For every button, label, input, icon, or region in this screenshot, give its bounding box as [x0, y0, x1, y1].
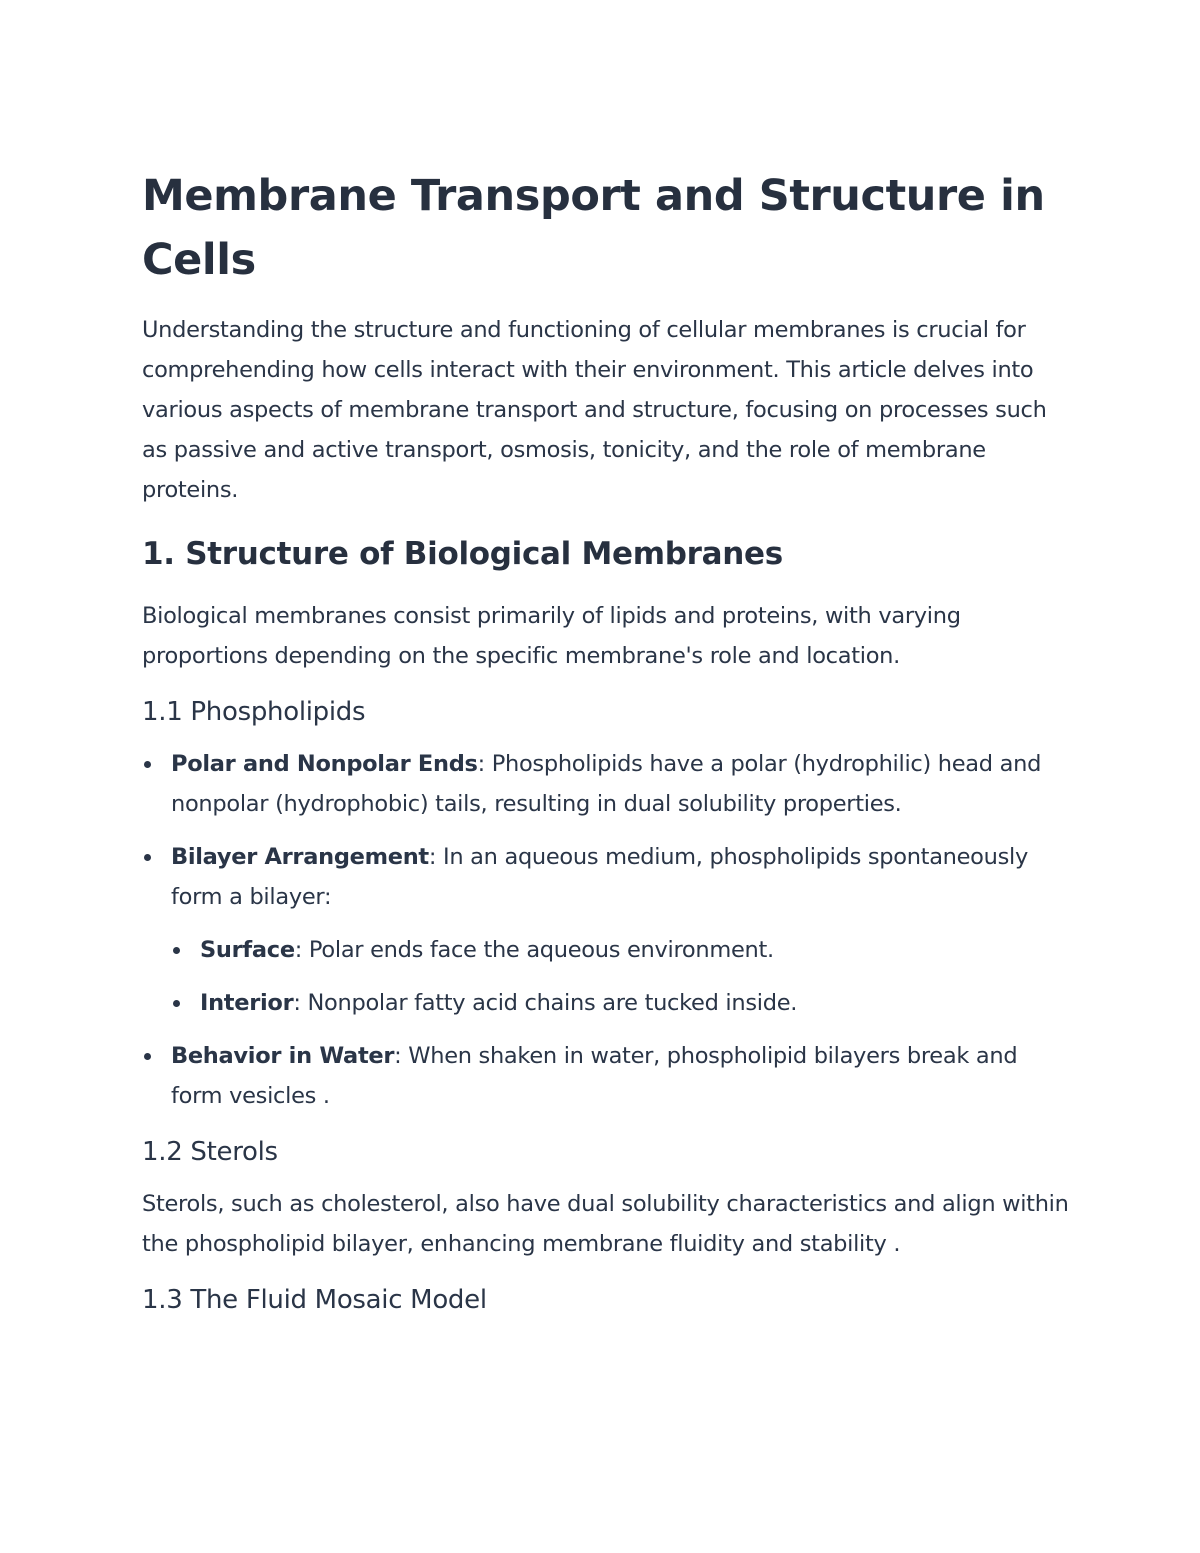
document-page: [142, 164, 1072, 1332]
list-item-term: Polar and Nonpolar Ends: [171, 751, 478, 777]
list-item-term: Bilayer Arrangement: [171, 844, 429, 870]
subsection-heading-fluid-mosaic: 1.3 The Fluid Mosaic Model: [142, 1285, 487, 1315]
sublist-item: [171, 983, 1072, 1023]
list-item: [142, 837, 1072, 1023]
list-item-text: : When shaken in water, phospholipid bilayers break and form vesicles .: [171, 1043, 1018, 1109]
bilayer-sublist: [171, 930, 1072, 1023]
sublist-item: [171, 930, 1072, 970]
sublist-item-text: : Nonpolar fatty acid chains are tucked inside.: [293, 990, 798, 1016]
sterols-paragraph: Sterols, such as cholesterol, also have dual solubility characteristics and align within the phospholipid bilayer, enhancing membrane fluidity and stability .: [142, 1191, 1069, 1257]
page-title: Membrane Transport and Structure in Cells: [142, 171, 1045, 285]
phospholipids-list: [142, 744, 1072, 1116]
list-item-term: Behavior in Water: [171, 1043, 395, 1069]
section-heading-structure: 1. Structure of Biological Membranes: [142, 536, 783, 572]
list-item: [142, 744, 1072, 824]
sublist-item-term: Surface: [200, 937, 295, 963]
sublist-item-text: : Polar ends face the aqueous environment.: [294, 937, 774, 963]
subsection-heading-sterols: 1.2 Sterols: [142, 1137, 278, 1167]
intro-paragraph: Understanding the structure and functioning of cellular membranes is crucial for comprehending how cells interact with their environment. This article delves into various aspects of membrane transport and structure, focusing on processes such as passive and active transport, osmosis, tonicity, and the role of membrane proteins.: [142, 317, 1047, 503]
list-item-text: : In an aqueous medium, phospholipids spontaneously form a bilayer:: [171, 844, 1028, 910]
section-structure-paragraph: Biological membranes consist primarily of lipids and proteins, with varying proportions depending on the specific membrane's role and location.: [142, 603, 961, 669]
list-item-text: : Phospholipids have a polar (hydrophilic) head and nonpolar (hydrophobic) tails, resulting in dual solubility properties.: [171, 751, 1042, 817]
subsection-heading-phospholipids: 1.1 Phospholipids: [142, 697, 366, 727]
list-item: [142, 1036, 1072, 1116]
sublist-item-term: Interior: [200, 990, 294, 1016]
